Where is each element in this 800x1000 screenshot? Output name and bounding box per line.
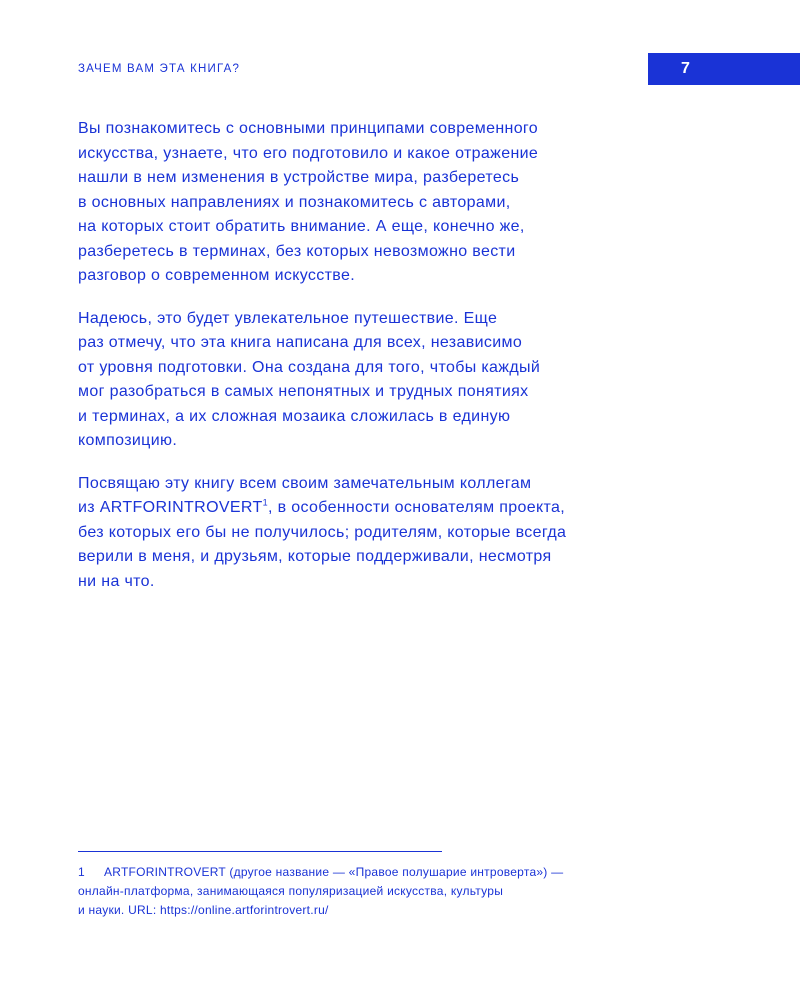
paragraph-3 <box>78 472 718 595</box>
text-line: в основных направлениях и познакомитесь с авторами, <box>78 193 511 211</box>
text-fragment: , в особенности основателям проекта, <box>268 499 566 516</box>
footnote-line: онлайн-платформа, занимающаяся популяризацией искусства, культуры <box>78 884 504 898</box>
footnote-divider <box>78 851 442 852</box>
text-line: Посвящаю эту книгу всем своим замечательным коллегам <box>78 474 532 492</box>
text-line: от уровня подготовки. Она создана для того, чтобы каждый <box>78 358 541 376</box>
page-number: 7 <box>681 60 690 77</box>
text-line: композицию. <box>78 432 178 449</box>
text-line: разговор о современном искусстве. <box>78 267 356 284</box>
text-line: ни на что. <box>78 572 155 590</box>
text-line: верили в меня, и друзьям, которые поддерживали, несмотря <box>78 548 552 565</box>
footnote-line: и науки. URL: https://online.artforintrovert.ru/ <box>78 903 329 917</box>
text-line-with-footnote-ref <box>78 496 718 521</box>
text-fragment: из ARTFORINTROVERT <box>78 499 263 516</box>
text-line: мог разобраться в самых непонятных и трудных понятиях <box>78 383 529 400</box>
text-line: разберетесь в терминах, без которых невозможно вести <box>78 242 516 260</box>
page-number-tab <box>648 53 800 85</box>
footnote-reference[interactable]: 1 <box>262 497 269 508</box>
text-line: искусства, узнаете, что его подготовило и какое отражение <box>78 144 539 162</box>
footnote <box>78 863 718 920</box>
footnote-line <box>78 863 718 882</box>
footnote-text: ARTFORINTROVERT (другое название — «Правое полушарие интроверта») — <box>104 865 564 879</box>
text-line: и терминах, а их сложная мозаика сложилась в единую <box>78 407 511 425</box>
text-line: нашли в нем изменения в устройстве мира, разберетесь <box>78 169 520 186</box>
text-line: на которых стоит обратить внимание. А еще, конечно же, <box>78 218 525 235</box>
paragraph-1 <box>78 117 718 289</box>
paragraph-2 <box>78 307 718 454</box>
text-line: без которых его бы не получилось; родителям, которые всегда <box>78 523 567 541</box>
footnote-number: 1 <box>78 865 85 879</box>
body-text <box>78 117 718 612</box>
text-line: Надеюсь, это будет увлекательное путешествие. Еще <box>78 309 498 327</box>
text-line: раз отмечу, что эта книга написана для всех, независимо <box>78 334 523 351</box>
running-title: ЗАЧЕМ ВАМ ЭТА КНИГА? <box>78 63 241 75</box>
text-line: Вы познакомитесь с основными принципами современного <box>78 120 539 137</box>
